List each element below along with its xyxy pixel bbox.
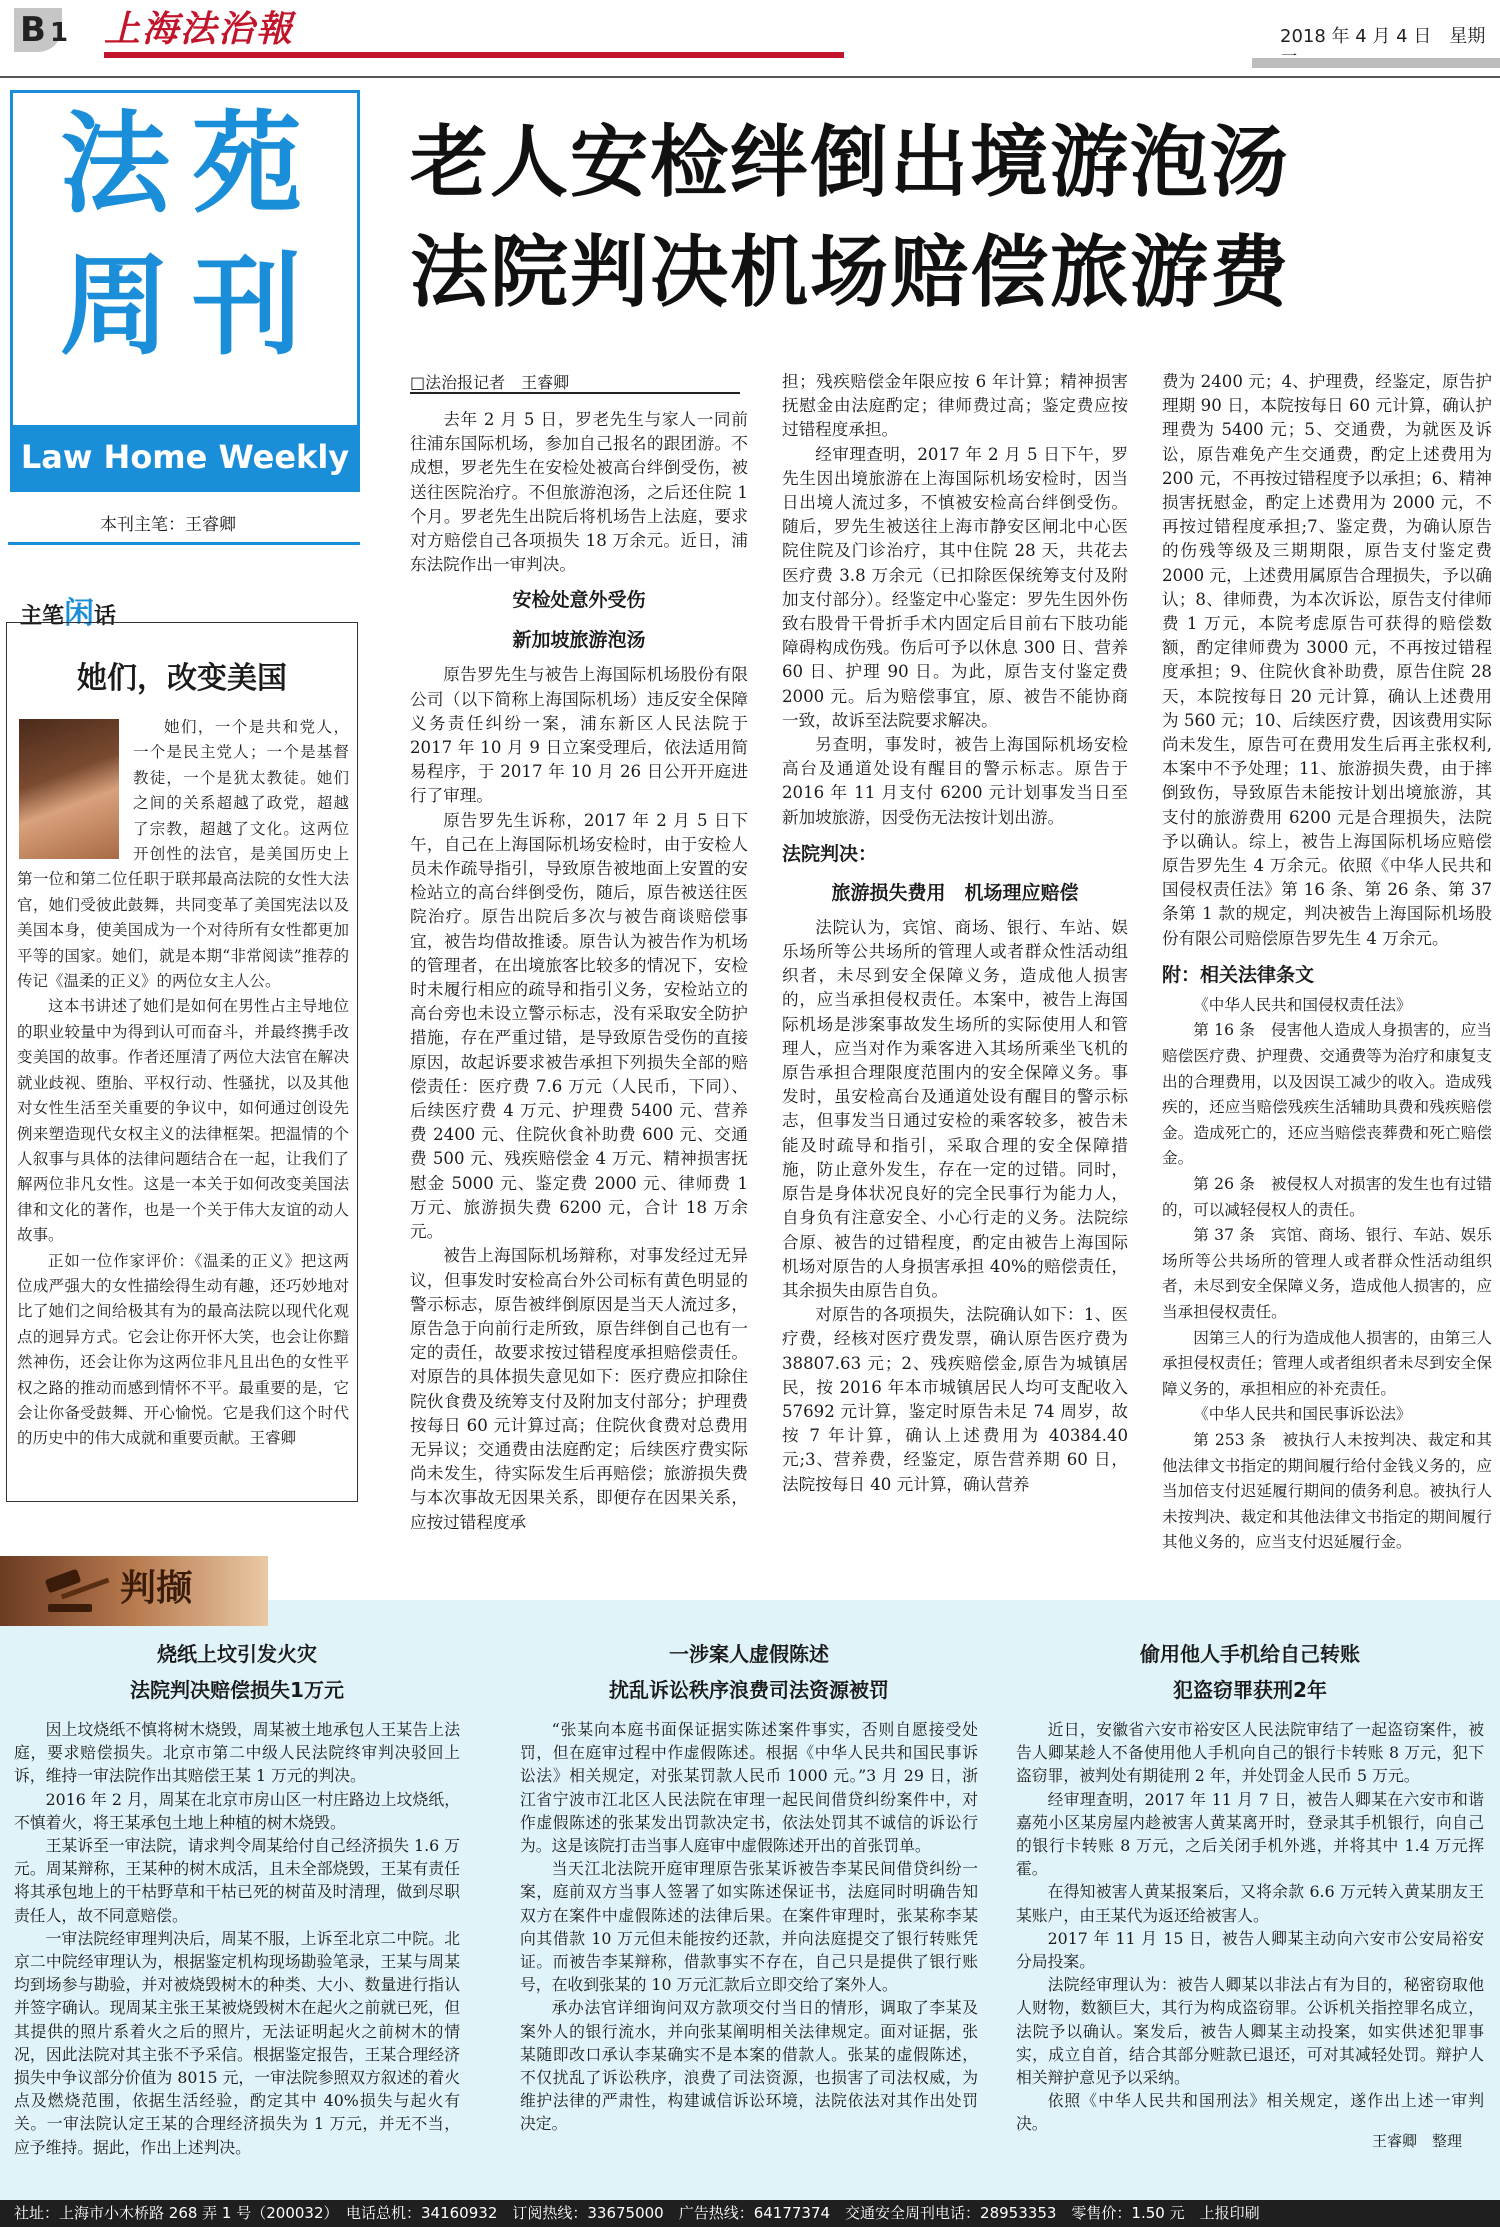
law-text: 《中华人民共和国侵权责任法》 bbox=[1193, 995, 1412, 1014]
page-letter: B bbox=[14, 8, 62, 52]
article-paragraph: 原告罗先生与被告上海国际机场股份有限公司（以下简称上海国际机场）违反安全保障义务责任纠纷一案，浦东新区人民法院于 2017 年 10 月 9 日立案受理后，依法适用简易程序，于 2017 年 10 月 26 日公开开庭进行了审理。 bbox=[410, 665, 748, 806]
law-text: 第 37 条 宾馆、商场、银行、车站、娱乐场所等公共场所的管理人或者群众性活动组织者，未尽到安全保障义务，造成他人损害的，应当承担侵权责任。 bbox=[1162, 1226, 1492, 1321]
section-logo-english: Law Home Weekly bbox=[13, 425, 357, 489]
brief-title: 烧纸上坟引发火灾 bbox=[157, 1642, 317, 1666]
section-rule bbox=[8, 542, 360, 545]
brief-story-2 bbox=[520, 1636, 978, 2136]
brief-subtitle: 犯盗窃罪获刑2年 bbox=[1173, 1678, 1327, 1702]
law-text: 因第三人的行为造成他人损害的，由第三人承担侵权责任；管理人或者组织者未尽到安全保障义务的，承担相应的补充责任。 bbox=[1162, 1328, 1492, 1398]
column-paragraph: 她们，一个是共和党人，一个是民主党人；一个是基督教徒，一个是犹太教徒。她们之间的关系超越了政党，超越了宗教，超越了文化。这两位开创性的法官，是美国历史上第一位和第二位任职于联邦最高法院的女性大法官，她们受彼此鼓舞，共同变革了美国宪法以及美国本身，使美国成为一个对待所有女性都更加平等的国家。她们，就是本期“非常阅读”推荐的传记《温柔的正义》的两位女主人公。 bbox=[17, 718, 349, 991]
brief-paragraph: 当天江北法院开庭审理原告张某诉被告李某民间借贷纠纷一案，庭前双方当事人签署了如实陈述保证书，法庭同时明确告知双方在案件中虚假陈述的法律后果。在案件审理时，张某称李某向其借款 10 万元但未能按约还款，并向法庭提交了银行转账凭证。而被告李某辩称，借款事实不存在，自己只是提供了银行账号，在收到张某的 10 万元汇款后立即交给了案外人。 bbox=[520, 1859, 978, 1995]
law-text: 第 26 条 被侵权人对损害的发生也有过错的，可以减轻侵权人的责任。 bbox=[1162, 1175, 1492, 1219]
brief-paragraph: 法院经审理认为：被告人卿某以非法占有为目的，秘密窃取他人财物，数额巨大，其行为构成盗窃罪。公诉机关指控罪名成立，法院予以确认。案发后，被告人卿某主动投案，如实供述犯罪事实，成立自首，结合其部分赃款已退还，可对其减轻处罚。辩护人相关辩护意见予以采纳。 bbox=[1016, 1975, 1484, 2088]
column-tag-suffix: 话 bbox=[94, 604, 117, 629]
article-paragraph: 被告上海国际机场辩称，对事发经过无异议，但事发时安检高台外公司标有黄色明显的警示标志，原告被绊倒原因是当天人流过多，原告急于向前行走所致，原告绊倒自己也有一定的责任，故要求按过错程度承担赔偿责任。对原告的具体损失意见如下：医疗费应扣除住院伙食费及统筹支付及附加支付部分；护理费按每日 60 元计算过高；住院伙食费对总费用无异议；交通费由法庭酌定；后续医疗费实际尚未发生，待实际发生后再赔偿；旅游损失费与本次事故无因果关系，即便存在因果关系，应按过错程度承 bbox=[410, 1246, 748, 1532]
article-subhead: 新加坡旅游泡汤 bbox=[512, 629, 646, 652]
page-number bbox=[14, 8, 74, 52]
masthead-rule bbox=[104, 52, 844, 58]
article-subhead: 旅游损失费用 机场理应赔偿 bbox=[831, 881, 1079, 904]
brief-paragraph: 依照《中华人民共和国刑法》相关规定，遂作出上述一审判决。 bbox=[1016, 2091, 1484, 2134]
law-text: 第 16 条 侵害他人造成人身损害的，应当赔偿医疗费、护理费、交通费等为治疗和康复支出的合理费用，以及因误工减少的收入。造成残疾的，还应当赔偿残疾生活辅助具费和残疾赔偿金。造成死亡的，还应当赔偿丧葬费和死亡赔偿金。 bbox=[1162, 1021, 1492, 1168]
brief-paragraph: 承办法官详细询问双方款项交付当日的情形，调取了李某及案外人的银行流水，并向张某阐明相关法律规定。面对证据，张某随即改口承认李某确实不是本案的借款人。张某的虚假陈述，不仅扰乱了诉讼秩序，浪费了司法资源，也损害了司法权威，为维护法律的严肃性，构建诚信诉讼环境，法院依法对其作出处罚决定。 bbox=[520, 1998, 978, 2134]
article-column-3 bbox=[1162, 370, 1492, 1556]
article-paragraph: 原告罗先生诉称，2017 年 2 月 5 日下午，自己在上海国际机场安检时，由于安检人员未作疏导指引，导致原告被地面上安置的安检站立的高台绊倒受伤，随后，原告被送往医院治疗。原告出院后多次与被告商谈赔偿事宜，被告均借故推诿。原告认为被告作为机场的管理者，在出境旅客比较多的情况下，安检时未履行相应的疏导和指引义务，安检站立的高台旁也未设立警示标志，没有采取安全防护措施，存在严重过错，是导致原告受伤的直接原因，故起诉要求被告承担下列损失全部的赔偿责任：医疗费 7.6 万元（人民币，下同）、后续医疗费 4 万元、护理费 5400 元、营养费 2400 元、住院伙食补助费 600 元、交通费 500 元、残疾赔偿金 4 万元、精神损害抚慰金 5000 元、鉴定费 2000 元、律师费 1 万元、旅游损失费 6200 元，合计 18 万余元。 bbox=[410, 810, 748, 1242]
brief-title: 偷用他人手机给自己转账 bbox=[1140, 1642, 1360, 1666]
brief-paragraph: 因上坟烧纸不慎将树木烧毁，周某被土地承包人王某告上法庭，要求赔偿损失。北京市第二中级人民法院终审判决驳回上诉，维持一审法院作出其赔偿王某 1 万元的判决。 bbox=[14, 1720, 460, 1786]
section-logo bbox=[10, 90, 360, 492]
brief-paragraph: “张某向本庭书面保证据实陈述案件事实，否则自愿接受处罚，但在庭审过程中作虚假陈述。根据《中华人民共和国民事诉讼法》相关规定，对张某罚款人民币 1000 元。”3 月 29 日，浙江省宁波市江北区人民法院在审理一起民间借贷纠纷案件中，对作虚假陈述的张某发出罚款决定书，依法处罚其不诚信的诉讼行为。这是该院打击当事人庭审中虚假陈述开出的首张罚单。 bbox=[520, 1720, 978, 1856]
column-paragraph: 这本书讲述了她们是如何在男性占主导地位的职业较量中为得到认可而奋斗，并最终携手改变美国的故事。作者还厘清了两位大法官在解决就业歧视、堕胎、平权行动、性骚扰，以及其他对女性生活至关重要的争议中，如何通过创设先例来塑造现代女权主义的法律框架。把温情的个人叙事与具体的法律问题结合在一起，让我们了解两位非凡女性。这是一本关于如何改变美国法律和文化的著作，也是一个关于伟大友谊的动人故事。 bbox=[17, 997, 349, 1245]
brief-body bbox=[1016, 1718, 1484, 2136]
brief-story-3 bbox=[1016, 1636, 1484, 2136]
brief-paragraph: 近日，安徽省六安市裕安区人民法院审结了一起盗窃案件，被告人卿某趁人不备使用他人手机向自己的银行卡转账 8 万元，犯下盗窃罪，被判处有期徒刑 2 年，并处罚金人民币 5 万元。 bbox=[1016, 1720, 1484, 1786]
column-paragraph: 正如一位作家评价：《温柔的正义》把这两位成严强大的女性描绘得生动有趣，还巧妙地对比了她们之间给极其有为的最高法院以现代化观点的迥异方式。它会让你开怀大笑，也会让你黯然神伤，还会让你为这两位非凡且出色的女性平权之路的推动而感到情怀不平。最重要的是，它会让你备受鼓舞、开心愉悦。它是我们这个时代的历史中的伟大成就和重要贡献。王睿卿 bbox=[17, 1251, 349, 1448]
column-tag-highlight: 闲 bbox=[64, 596, 95, 631]
byline: □法治报记者 王睿卿 bbox=[410, 373, 570, 392]
headline-line-1: 老人安检绊倒出境游泡汤 bbox=[410, 118, 1291, 208]
article-paragraph: 经审理查明，2017 年 2 月 5 日下午，罗先生因出境旅游在上海国际机场安检时，因当日出境人流过多，不慎被安检高台绊倒受伤。随后，罗先生被送往上海市静安区闸北中心医院住院及门诊治疗，其中住院 28 天，共花去医疗费 3.8 万余元（已扣除医保统筹支付及附加支付部分）。经鉴定中心鉴定：罗先生因外伤致右股骨干骨折手术内固定后目前右下肢功能障碍构成伤残。伤后可予以休息 300 日、营养 60 日、护理 90 日。为此，原告支付鉴定费 2000 元。后为赔偿事宜，原、被告不能协商一致，故诉至法院要求解决。 bbox=[782, 444, 1128, 730]
article-paragraph: 担；残疾赔偿金年限应按 6 年计算；精神损害抚慰金由法庭酌定；律师费过高；鉴定费应按过错程度承担。 bbox=[782, 372, 1128, 440]
section-logo-text: 法苑周刊 bbox=[60, 100, 324, 370]
author-photo bbox=[19, 719, 119, 859]
brief-paragraph: 在得知被害人黄某报案后，又将余款 6.6 万元转入黄某朋友王某账户，由王某代为返还给被害人。 bbox=[1016, 1882, 1484, 1925]
briefs-label: 判撷 bbox=[120, 1568, 193, 1609]
column-title: 她们，改变美国 bbox=[77, 661, 287, 696]
column-box bbox=[6, 622, 358, 1502]
brief-paragraph: 一审法院经审理判决后，周某不服，上诉至北京二中院。北京二中院经审理认为，根据鉴定机构现场勘验笔录，王某与周某均到场参与勘验，并对被烧毁树木的种类、大小、数量进行指认并签字确认。现周某主张王某被烧毁树木在起火之前就已死，但其提供的照片系着火之后的照片，无法证明起火之前树木的情况，因此法院对其主张不予采信。根据鉴定报告，王某合理经济损失中争议部分价值为 8015 元，一审法院参照双方叙述的着火点及燃烧范围，依据生活经验，酌定其中 40%损失与起火有关。一审法院认定王某的合理经济损失为 1 万元，并无不当，应予维持。据此，作出上述判决。 bbox=[14, 1928, 460, 2157]
column-tag-prefix: 主笔 bbox=[20, 604, 65, 629]
article-paragraph: 法院认为，宾馆、商场、银行、车站、娱乐场所等公共场所的管理人或者群众性活动组织者，未尽到安全保障义务，造成他人损害的，应当承担侵权责任。本案中，被告上海国际机场是涉案事故发生场所的实际使用人和管理人，应当对作为乘客进入其场所乘坐飞机的原告承担合理限度范围内的安全保障义务。事发时，虽安检高台及通道处设有醒目的警示标志，但事发当日通过安检的乘客较多，被告未能及时疏导和指引，采取合理的安全保障措施，防止意外发生，存在一定的过错。同时，原告是身体状况良好的完全民事行为能力人，自身负有注意安全、小心行走的义务。法院综合原、被告的过错程度，酌定由被告上海国际机场对原告的人身损害承担 40%的赔偿责任，其余损失由原告自负。 bbox=[782, 917, 1128, 1300]
headline bbox=[410, 108, 1500, 328]
brief-subtitle: 法院判决赔偿损失1万元 bbox=[130, 1678, 344, 1702]
date-rule bbox=[1252, 58, 1500, 68]
brief-paragraph: 2016 年 2 月，周某在北京市房山区一村庄路边上坟烧纸，不慎着火，将王某承包土地上种植的树木烧毁。 bbox=[14, 1789, 460, 1832]
compiler-credit: 王睿卿 整理 bbox=[1372, 2132, 1463, 2150]
brief-paragraph: 2017 年 11 月 15 日，被告人卿某主动向六安市公安局裕安分局投案。 bbox=[1016, 1928, 1484, 1972]
article-section-head: 法院判决： bbox=[782, 842, 878, 865]
article-column-2 bbox=[782, 370, 1128, 1497]
top-divider bbox=[0, 76, 1500, 78]
issue-date: 2018 年 4 月 4 日 星期 bbox=[1280, 26, 1486, 47]
brief-subtitle: 扰乱诉讼秩序浪费司法资源被罚 bbox=[609, 1678, 889, 1702]
brief-paragraph: 经审理查明，2017 年 11 月 7 日，被告人卿某在六安市和谐嘉苑小区某房屋内趁被害人黄某离开时，登录其手机银行，向自己的银行卡转账 8 万元，之后关闭手机外逃，并将其中 1.4 万元挥霍。 bbox=[1016, 1789, 1484, 1879]
brief-title: 一涉案人虚假陈述 bbox=[669, 1642, 829, 1666]
gavel-icon bbox=[40, 1566, 120, 1616]
page-digit: 1 bbox=[50, 18, 69, 48]
article-paragraph: 去年 2 月 5 日，罗老先生与家人一同前往浦东国际机场，参加自己报名的跟团游。不成想，罗老先生在安检处被高台绊倒受伤，被送往医院治疗。不但旅游泡汤，之后还住院 1 个月。罗老先生出院后将机场告上法庭，要求对方赔偿自己各项损失 18 万余元。近日，浦东法院作出一审判决。 bbox=[410, 410, 748, 575]
brief-story-1 bbox=[14, 1636, 460, 2159]
byline-rule bbox=[410, 392, 740, 394]
brief-paragraph: 王某诉至一审法院，请求判令周某给付自己经济损失 1.6 万元。周某辩称，王某种的树木成活，且未全部烧毁，王某有责任将其承包地上的干枯野草和干枯已死的树苗及时清理，做到尽职责任人，故不同意赔偿。 bbox=[14, 1836, 460, 1925]
brief-body bbox=[14, 1718, 460, 2159]
newspaper-name: 上海法治報 bbox=[104, 8, 295, 50]
article-section-head: 附：相关法律条文 bbox=[1162, 963, 1315, 986]
section-editor: 本刊主笔：王睿卿 bbox=[100, 515, 236, 535]
brief-body bbox=[520, 1718, 978, 2136]
article-subhead: 安检处意外受伤 bbox=[512, 589, 646, 612]
article-paragraph: 对原告的各项损失，法院确认如下：1、医疗费，经核对医疗费发票，确认原告医疗费为 38807.63 元；2、残疾赔偿金,原告为城镇居民，按 2016 年本市城镇居民人均可支配收入 57692 元计算，鉴定时原告未足 74 周岁，故按 7 年计算，确认上述费用为 40384.40 元;3、营养费，经鉴定，原告营养期 60 日，法院按每日 40 元计算，确认营养 bbox=[782, 1305, 1128, 1494]
article-paragraph: 费为 2400 元；4、护理费，经鉴定，原告护理期 90 日，本院按每日 60 元计算，确认护理费为 5400 元；5、交通费，为就医及诉讼，原告难免产生交通费，酌定上述费用为 200 元，不再按过错程度予以承担；6、精神损害抚慰金，酌定上述费用为 2000 元，不再按过错程度承担;7、鉴定费，为确认原告的伤残等级及三期期限，原告支付鉴定费 2000 元，上述费用属原告合理损失，予以确认；8、律师费，为本次诉讼，原告支付律师费 1 万元，本院考虑原告可获得的赔偿数额，酌定律师费为 3000 元，不再按过错程度承担；9、住院伙食补助费，原告住院 28 天，本院按每日 20 元计算，确认上述费用为 560 元；10、后续医疗费，因该费用实际尚未发生，原告可在费用发生后再主张权利,本案中不予处理；11、旅游损失费，由于摔倒致伤，导致原告未能按计划出境旅游，其支付的旅游费用 6200 元是合理损失，法院予以确认。综上，被告上海国际机场应赔偿原告罗先生 4 万余元。依照《中华人民共和国侵权责任法》第 16 条、第 26 条、第 37 条第 1 款的规定，判决被告上海国际机场股份有限公司赔偿原告罗先生 4 万余元。 bbox=[1162, 372, 1492, 948]
law-text: 《中华人民共和国民事诉讼法》 bbox=[1193, 1405, 1412, 1424]
headline-line-2: 法院判决机场赔偿旅游费 bbox=[410, 228, 1291, 318]
law-text: 第 253 条 被执行人未按判决、裁定和其他法律文书指定的期间履行给付金钱义务的，应当加倍支付迟延履行期间的债务利息。被执行人未按判决、裁定和其他法律文书指定的期间履行其他义务的，应当支付迟延履行金。 bbox=[1162, 1430, 1492, 1552]
article-column-1 bbox=[410, 408, 748, 1535]
article-paragraph: 另查明，事发时，被告上海国际机场安检高台及通道处设有醒目的警示标志。原告于 2016 年 11 月支付 6200 元计划事发当日至新加坡旅游，因受伤无法按计划出游。 bbox=[782, 735, 1128, 827]
footer-contact-bar: 社址：上海市小木桥路 268 弄 1 号（200032） 电话总机：34160932 订阅热线：33675000 广告热线：64177374 交通安全周刊电话：28953353 零售价：1.50 元 上报印刷 bbox=[0, 2200, 1500, 2227]
